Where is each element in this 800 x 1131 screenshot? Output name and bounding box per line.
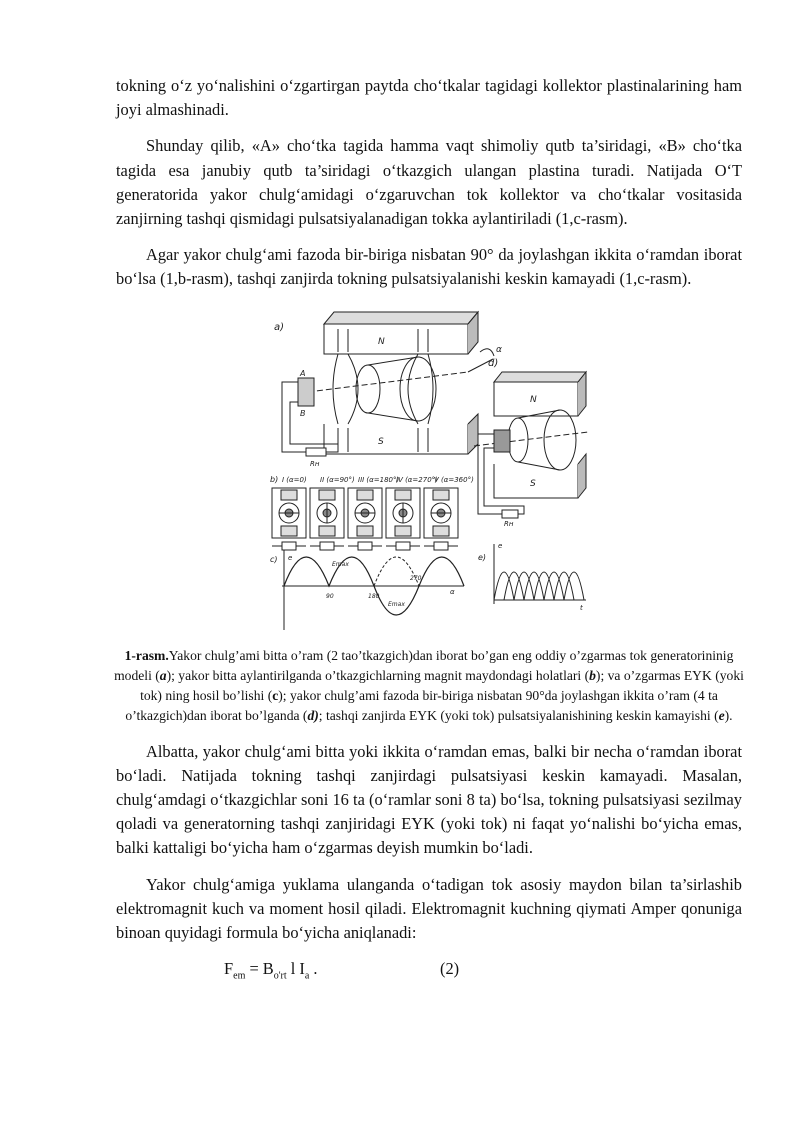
position-3: [348, 488, 382, 550]
paragraph-3: Agar yakor chulg‘ami fazoda bir-biriga nisbatan 90° da joylashgan ikkita o‘ramdan iborat bo‘lsa (1,b-rasm), tashqi zanjirda tokning pulsatsiyalanishi keskin kamayadi (1,c-rasm).: [116, 245, 742, 289]
load-label-a: Rн: [310, 459, 320, 468]
formula-b-sub: o'rt: [273, 970, 287, 982]
emax-label-1: Emax: [332, 560, 349, 568]
formula-2: [116, 957, 742, 983]
caption-text-6: ).: [724, 707, 733, 723]
formula-end: .: [309, 959, 318, 979]
formula-f: F: [224, 959, 234, 979]
panel-e-label: e): [478, 552, 487, 562]
formula-i-sub: a: [304, 970, 310, 982]
position-label-1: I (α=0): [282, 475, 307, 484]
brush-b-label: B: [300, 408, 306, 418]
formula-eq: = B: [245, 959, 274, 979]
tick-180: 180: [368, 592, 380, 600]
figure-caption: [108, 646, 750, 726]
panel-c-graph: [282, 550, 464, 630]
formula-rest: l I: [286, 959, 305, 979]
caption-text-1: Yakor chulg’ami bitta o’ram (2 tao’tkazgich)dan iborat bo’gan eng oddiy o’zgarmas tok generatorininig modeli (: [114, 647, 734, 683]
load-label-d: Rн: [504, 519, 514, 528]
figure-1: [116, 304, 742, 634]
rotation-positions: [272, 488, 458, 550]
axis-e-label-e: e: [498, 541, 503, 550]
caption-label: 1-rasm.: [124, 647, 169, 663]
caption-ref-d: d): [307, 707, 319, 723]
position-label-4: IV (α=270°): [396, 475, 438, 484]
pole-n-label-d: N: [530, 394, 537, 405]
position-4: [386, 488, 420, 550]
document-page: [116, 74, 742, 983]
paragraph-1: tokning o‘z yo‘nalishini o‘zgartirgan paytda cho‘tkalar tagidagi kollektor plastinalarining ham joyi almashinadi.: [116, 76, 742, 120]
panel-e-graph: [494, 542, 586, 612]
generator-diagram: [268, 304, 594, 634]
paragraph-4: Albatta, yakor chulg‘ami bitta yoki ikkita o‘ramdan emas, balki bir necha o‘ramdan iborat bo‘ladi. Natijada tokning tashqi zanjirdagi pulsatsiyasi keskin kamayadi. Masalan, chulg‘amdagi o‘tkazgichlar soni 16 ta (o‘ramlar soni 8 ta) bo‘lsa, tokning pulsatsiyasi sezilmay qoladi va generatorning tashqi zanjiridagi EYK (yoki tok) ni faqat yo‘nalishi bo‘yicha emas, balki kattaligi bo‘yicha ham o‘zgarmas deyish mumkin bo‘ladi.: [116, 741, 742, 858]
caption-text-2: ); yakor bitta aylantirilganda o’tkazgichlarning magnit maydondagi holatlari (: [166, 667, 590, 683]
axis-t-label-e: t: [580, 603, 583, 612]
formula-f-sub: em: [233, 970, 246, 982]
formula-expression: [224, 957, 318, 988]
position-label-5: V (α=360°): [434, 475, 474, 484]
rotation-label: α: [496, 344, 502, 355]
caption-ref-e: e: [718, 707, 725, 723]
panel-a-label: a): [274, 321, 285, 333]
panel-b-label: b): [270, 474, 279, 484]
paragraph-2: Shunday qilib, «A» cho‘tka tagida hamma vaqt shimoliy qutb ta’siridagi, «B» cho‘tka tagida esa janubiy qutb ta’siridagi o‘tkazgich ulangan plastina turadi. Natijada O‘T generatorida yakor chulg‘amidagi o‘zgaruvchan tok kollektor va cho‘tkalar vositasida zanjirning tashqi qismidagi pulsatsiyalanadigan tokka aylantiriladi (1,c-rasm).: [116, 136, 742, 229]
emax-label-2: Emax: [388, 600, 405, 608]
tick-270: 270: [410, 574, 422, 582]
caption-text-3: ); va o’zgarmas EYK (yoki tok) ning hosil bo’lishi (: [140, 667, 744, 703]
caption-ref-a: a: [159, 667, 167, 683]
axis-e-label: e: [288, 553, 293, 562]
caption-ref-b: b: [589, 667, 596, 683]
position-5: [424, 488, 458, 550]
pole-s-label-d: S: [530, 478, 536, 489]
position-2: [310, 488, 344, 550]
paragraph-5: Yakor chulg‘amiga yuklama ulanganda o‘tadigan tok asosiy maydon bilan ta’sirlashib elektromagnit kuch va moment hosil qiladi. Elektromagnit kuchning qiymati Amper qonuniga binoan quyidagi formula bo‘yicha aniqlanadi:: [116, 874, 742, 943]
panel-d-machine: [474, 372, 588, 528]
pole-n-label: N: [378, 336, 385, 347]
panel-a-machine: [282, 312, 502, 468]
formula-number: (2): [440, 959, 460, 979]
pole-s-label: S: [378, 436, 384, 447]
tick-90: 90: [326, 592, 334, 600]
axis-alpha-label: α: [450, 587, 455, 596]
brush-a-label: A: [300, 368, 306, 378]
caption-text-5: ; tashqi zanjirda EYK (yoki tok) pulsatsiyalanishining keskin kamayishi (: [318, 707, 719, 723]
caption-ref-c: c: [272, 687, 279, 703]
panel-d-label: d): [488, 357, 499, 369]
position-label-3: III (α=180°): [358, 475, 400, 484]
panel-c-label: c): [270, 554, 278, 564]
position-label-2: II (α=90°): [320, 475, 355, 484]
position-1: [272, 488, 306, 550]
caption-text-4: ); yakor chulg’ami fazoda bir-biriga nisbatan 90°da joylashgan ikkita o’ram (4 ta o’tkazgich)dan iborat bo’lganda (: [125, 687, 718, 723]
